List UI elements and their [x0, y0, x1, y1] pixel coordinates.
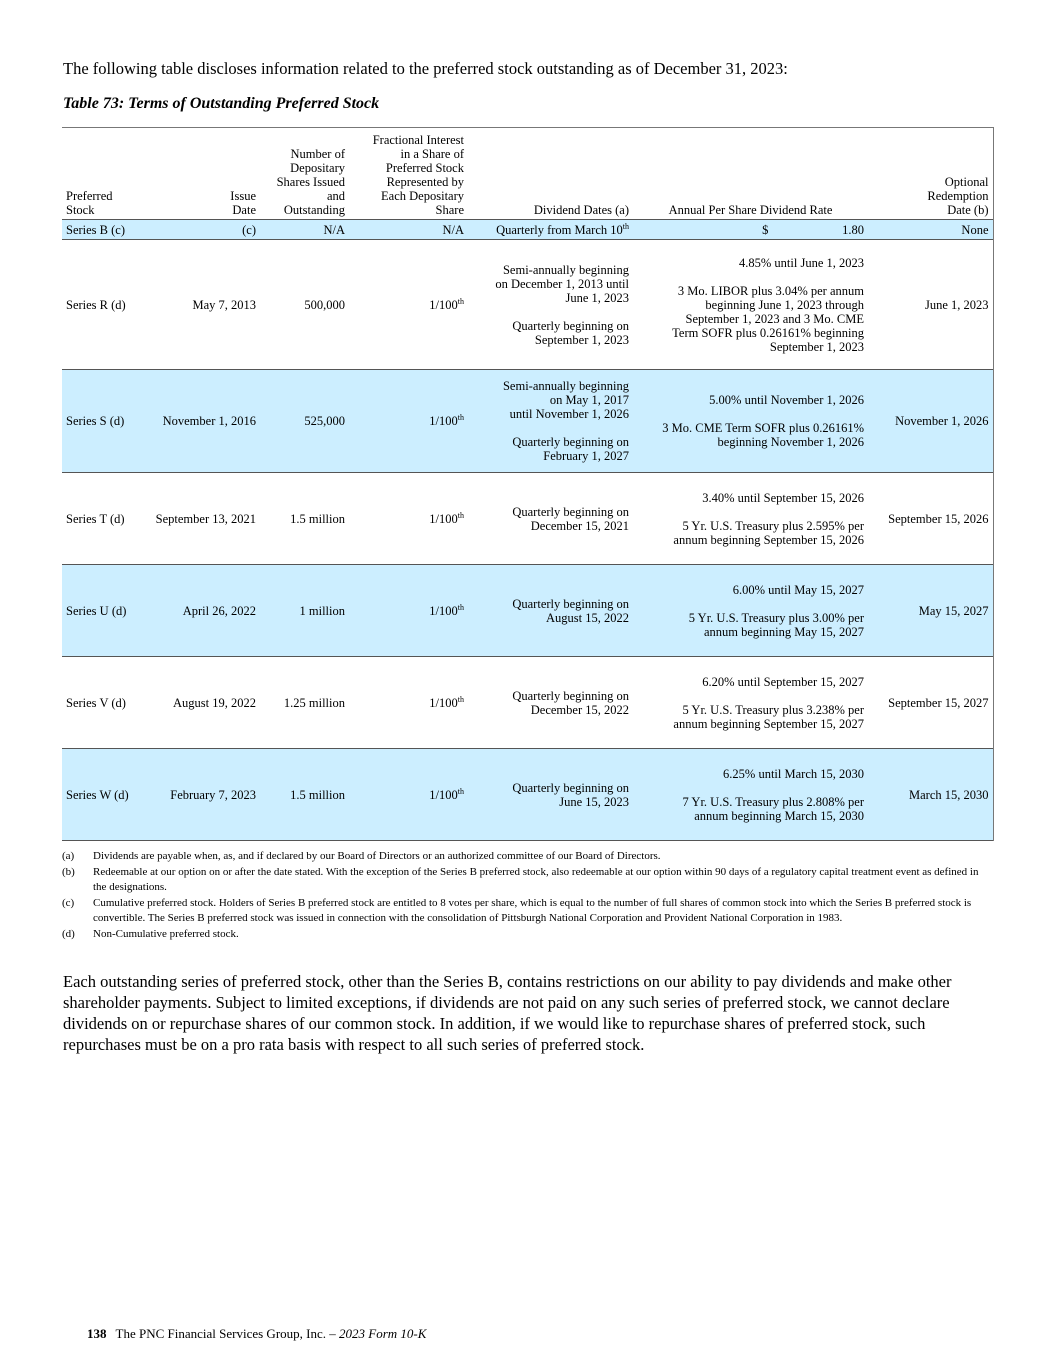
rate-block [637, 491, 864, 505]
cell-series: Series T (d) [66, 511, 125, 526]
superscript: th [457, 786, 464, 796]
dividend-date-block [472, 505, 629, 533]
footer-form: 2023 Form 10-K [339, 1326, 427, 1341]
text-line: 5 Yr. U.S. Treasury plus 3.238% per [682, 702, 864, 717]
footnote-mark: (d) [62, 927, 75, 940]
rate-block [637, 583, 864, 597]
header-line: and [326, 189, 345, 203]
text-line: September 1, 2023 and 3 Mo. CME [685, 311, 864, 326]
cell-issue-date: February 7, 2023 [142, 749, 260, 841]
cell-dividend-dates [468, 370, 633, 473]
text-line: 5 Yr. U.S. Treasury plus 3.00% per [688, 610, 864, 625]
rate-block [637, 393, 864, 407]
cell-issue-date: November 1, 2016 [142, 370, 260, 473]
superscript: th [457, 412, 464, 422]
fraction-value: 1/100 [429, 297, 458, 312]
col-header-fractional-interest [349, 128, 468, 220]
text-line: Quarterly beginning on [512, 435, 629, 449]
footnotes [62, 849, 992, 942]
text-line: Quarterly beginning on [512, 596, 629, 611]
fraction-value: N/A [442, 222, 464, 237]
table-row [62, 473, 993, 565]
table-row [62, 749, 993, 841]
cell-issue-date: August 19, 2022 [173, 695, 256, 710]
fraction-value: 1/100 [429, 695, 458, 710]
text-line: annum beginning May 15, 2027 [703, 624, 864, 639]
cell-fractional-interest [349, 240, 468, 370]
text-line: Semi-annually beginning [502, 379, 629, 393]
rate-block [637, 795, 864, 823]
header-line: Shares Issued [276, 175, 345, 189]
text-line: June 15, 2023 [559, 794, 629, 809]
cell-fractional-interest [349, 565, 468, 657]
cell-dividend-rate [633, 749, 868, 841]
cell-fractional-interest [349, 220, 468, 240]
dividend-date-block [472, 435, 629, 463]
rate-block [637, 519, 864, 547]
cell-fractional-interest [349, 749, 468, 841]
text-line: Term SOFR plus 0.26161% beginning [672, 325, 864, 340]
cell-shares: 525,000 [260, 370, 349, 473]
rate-value: 1.80 [842, 222, 864, 237]
cell-series: Series U (d) [62, 565, 142, 657]
cell-dividend-rate [633, 657, 868, 749]
cell-dividend-rate [633, 220, 868, 240]
header-line: Stock [66, 203, 95, 217]
page-footer [87, 1326, 426, 1342]
footnote [62, 927, 992, 943]
table-title: Table 73: Terms of Outstanding Preferred Stock [63, 95, 380, 112]
col-header-dividend-dates: Dividend Dates (a) [468, 128, 633, 220]
col-header-dividend-rate: Annual Per Share Dividend Rate [633, 128, 868, 220]
table-header-row [62, 128, 993, 220]
cell-shares: N/A [260, 220, 349, 240]
cell-series: Series B (c) [62, 220, 142, 240]
col-header-preferred-stock [62, 128, 142, 220]
preferred-stock-table [62, 127, 994, 841]
cell-series: Series R (d) [66, 297, 126, 312]
rate-block [637, 675, 864, 689]
footnote-text: Dividends are payable when, as, and if declared by our Board of Directors or an authorized committee of our Board of Directors. [93, 850, 661, 862]
header-line: Number of [290, 147, 345, 161]
header-line: Preferred [66, 189, 113, 203]
text-line: September 1, 2023 [769, 339, 864, 354]
superscript: th [457, 602, 464, 612]
text-line: Quarterly beginning on [512, 504, 629, 519]
text-line: annum beginning September 15, 2026 [673, 532, 864, 547]
header-line: Each Depositary [381, 189, 464, 203]
text-line: February 1, 2027 [543, 449, 629, 463]
cell-dividend-dates [468, 749, 633, 841]
cell-redemption-date: September 15, 2027 [868, 657, 993, 749]
header-line: Redemption [927, 189, 989, 203]
cell-dividend-rate [633, 240, 868, 370]
header-line: Represented by [386, 175, 464, 189]
dividend-date-block [472, 781, 629, 809]
footnote-mark: (c) [62, 896, 75, 909]
text-line: Quarterly from March 10 [496, 222, 623, 237]
footnote [62, 849, 992, 865]
cell-dividend-rate [633, 565, 868, 657]
fraction-value: 1/100 [429, 603, 458, 618]
rate-block [637, 767, 864, 781]
cell-dividend-dates [468, 220, 633, 240]
header-line: Optional [944, 175, 989, 189]
cell-dividend-dates [468, 240, 633, 370]
footer-company: The PNC Financial Services Group, Inc. – [115, 1326, 336, 1341]
header-line: Outstanding [283, 203, 345, 217]
header-line: Share [435, 203, 464, 217]
cell-shares: 1.5 million [260, 749, 349, 841]
table-body [62, 220, 993, 841]
cell-redemption-date: September 15, 2026 [868, 473, 993, 565]
dividend-date-block [472, 689, 629, 717]
table-row [62, 220, 993, 240]
cell-issue-date: (c) [142, 220, 260, 240]
text-line: 6.00% until May 15, 2027 [732, 582, 864, 597]
text-line: December 15, 2021 [530, 518, 629, 533]
text-line: annum beginning March 15, 2030 [694, 808, 864, 823]
header-line: Depositary [290, 161, 345, 175]
footnote-text: Non-Cumulative preferred stock. [93, 927, 239, 940]
intro-text: The following table discloses information related to the preferred stock outstanding as of December 31, 2023: [63, 59, 788, 78]
col-header-shares [260, 128, 349, 220]
text-line: June 1, 2023 [565, 290, 629, 305]
header-line: in a Share of [400, 147, 464, 161]
fraction-value: 1/100 [429, 414, 458, 428]
table-row [62, 370, 993, 473]
cell-fractional-interest [349, 370, 468, 473]
dividend-date-block [472, 319, 629, 347]
text-line: on December 1, 2013 until [495, 276, 629, 291]
text-line: September 1, 2023 [534, 332, 629, 347]
cell-shares: 1.25 million [283, 695, 345, 710]
col-header-redemption-date [868, 128, 993, 220]
footnote [62, 865, 992, 896]
fraction-value: 1/100 [429, 787, 458, 802]
table-row [62, 565, 993, 657]
cell-redemption-date: November 1, 2026 [868, 370, 993, 473]
closing-paragraph: Each outstanding series of preferred stock, other than the Series B, contains restrictions on our ability to pay dividends and make other shareholder payments. Subject to limited exceptions, if dividends are not paid on any such series of preferred stock, we cannot declare dividends on or repurchase shares of our common stock. In addition, if we would like to repurchase shares of preferred stock, such repurchases must be on a pro rata basis with respect to all such series of preferred stock. [63, 972, 952, 1054]
footnote [62, 896, 992, 927]
text-line: 6.25% until March 15, 2030 [723, 766, 864, 781]
text-line: until November 1, 2026 [509, 407, 629, 421]
text-line: 5.00% until November 1, 2026 [709, 393, 864, 407]
text-line: annum beginning September 15, 2027 [673, 716, 864, 731]
text-line: 3 Mo. LIBOR plus 3.04% per annum [677, 283, 864, 298]
cell-shares: 1 million [260, 565, 349, 657]
superscript: th [457, 694, 464, 704]
text-line: 4.85% until June 1, 2023 [739, 255, 864, 270]
header-line: Fractional Interest [372, 133, 464, 147]
dividend-date-block [472, 379, 629, 421]
header-line: Preferred Stock [385, 161, 464, 175]
text-line: Quarterly beginning on [512, 780, 629, 795]
cell-dividend-dates [468, 565, 633, 657]
page-number: 138 [87, 1326, 107, 1341]
text-line: August 15, 2022 [546, 610, 629, 625]
cell-series: Series V (d) [66, 695, 126, 710]
rate-block [637, 256, 864, 270]
text-line: beginning June 1, 2023 through [705, 297, 864, 312]
table-row [62, 657, 993, 749]
text-line: 3.40% until September 15, 2026 [702, 490, 864, 505]
dividend-date-block [472, 597, 629, 625]
cell-fractional-interest [349, 473, 468, 565]
cell-fractional-interest [349, 657, 468, 749]
cell-series: Series W (d) [62, 749, 142, 841]
header-line: Date (b) [947, 203, 989, 217]
rate-block [637, 421, 864, 449]
cell-dividend-dates [468, 657, 633, 749]
cell-issue-date: April 26, 2022 [142, 565, 260, 657]
fraction-value: 1/100 [429, 511, 458, 526]
cell-redemption-date: March 15, 2030 [868, 749, 993, 841]
text-line: Semi-annually beginning [502, 262, 629, 277]
text-line: beginning November 1, 2026 [717, 435, 864, 449]
text-line: 5 Yr. U.S. Treasury plus 2.595% per [682, 518, 864, 533]
dividend-date-block [472, 263, 629, 305]
footnote-text: Cumulative preferred stock. Holders of Series B preferred stock are entitled to 8 votes per share, which is equal to the number of full shares of common stock into which the Series B preferred stock is convertible. The Series B preferred stock was issued in connection with the consolidation of Pittsburgh National Corporation and Provident National Corporation in 1983. [93, 896, 972, 924]
rate-block [637, 611, 864, 639]
header-line: Issue [230, 189, 256, 203]
footnote-text: Redeemable at our option on or after the date stated. With the exception of the Series B preferred stock, also redeemable at our option within 90 days of a regulatory capital treatment event as defined in the designations. [93, 865, 979, 893]
table-row [62, 240, 993, 370]
rate-block [637, 284, 864, 354]
cell-dividend-rate [633, 473, 868, 565]
superscript: th [457, 296, 464, 306]
text-line: Quarterly beginning on [512, 688, 629, 703]
cell-issue-date: May 7, 2013 [192, 297, 256, 312]
cell-dividend-dates [468, 473, 633, 565]
col-header-issue-date [142, 128, 260, 220]
rate-block [637, 703, 864, 731]
cell-redemption-date: June 1, 2023 [868, 240, 993, 370]
cell-redemption-date: None [868, 220, 993, 240]
superscript: th [457, 510, 464, 520]
footnote-mark: (b) [62, 865, 75, 878]
text-line: on May 1, 2017 [549, 393, 629, 407]
text-line: 7 Yr. U.S. Treasury plus 2.808% per [682, 794, 864, 809]
footnote-mark: (a) [62, 850, 75, 862]
superscript: th [622, 221, 629, 231]
cell-series: Series S (d) [62, 370, 142, 473]
header-line: Date [232, 203, 256, 217]
cell-dividend-rate [633, 370, 868, 473]
text-line: 6.20% until September 15, 2027 [702, 674, 864, 689]
text-line: Quarterly beginning on [512, 318, 629, 333]
cell-redemption-date: May 15, 2027 [868, 565, 993, 657]
cell-issue-date: September 13, 2021 [155, 511, 256, 526]
currency-symbol: $ [762, 222, 769, 237]
cell-shares: 500,000 [304, 297, 345, 312]
cell-shares: 1.5 million [290, 511, 345, 526]
text-line: 3 Mo. CME Term SOFR plus 0.26161% [662, 421, 864, 435]
text-line: December 15, 2022 [530, 702, 629, 717]
